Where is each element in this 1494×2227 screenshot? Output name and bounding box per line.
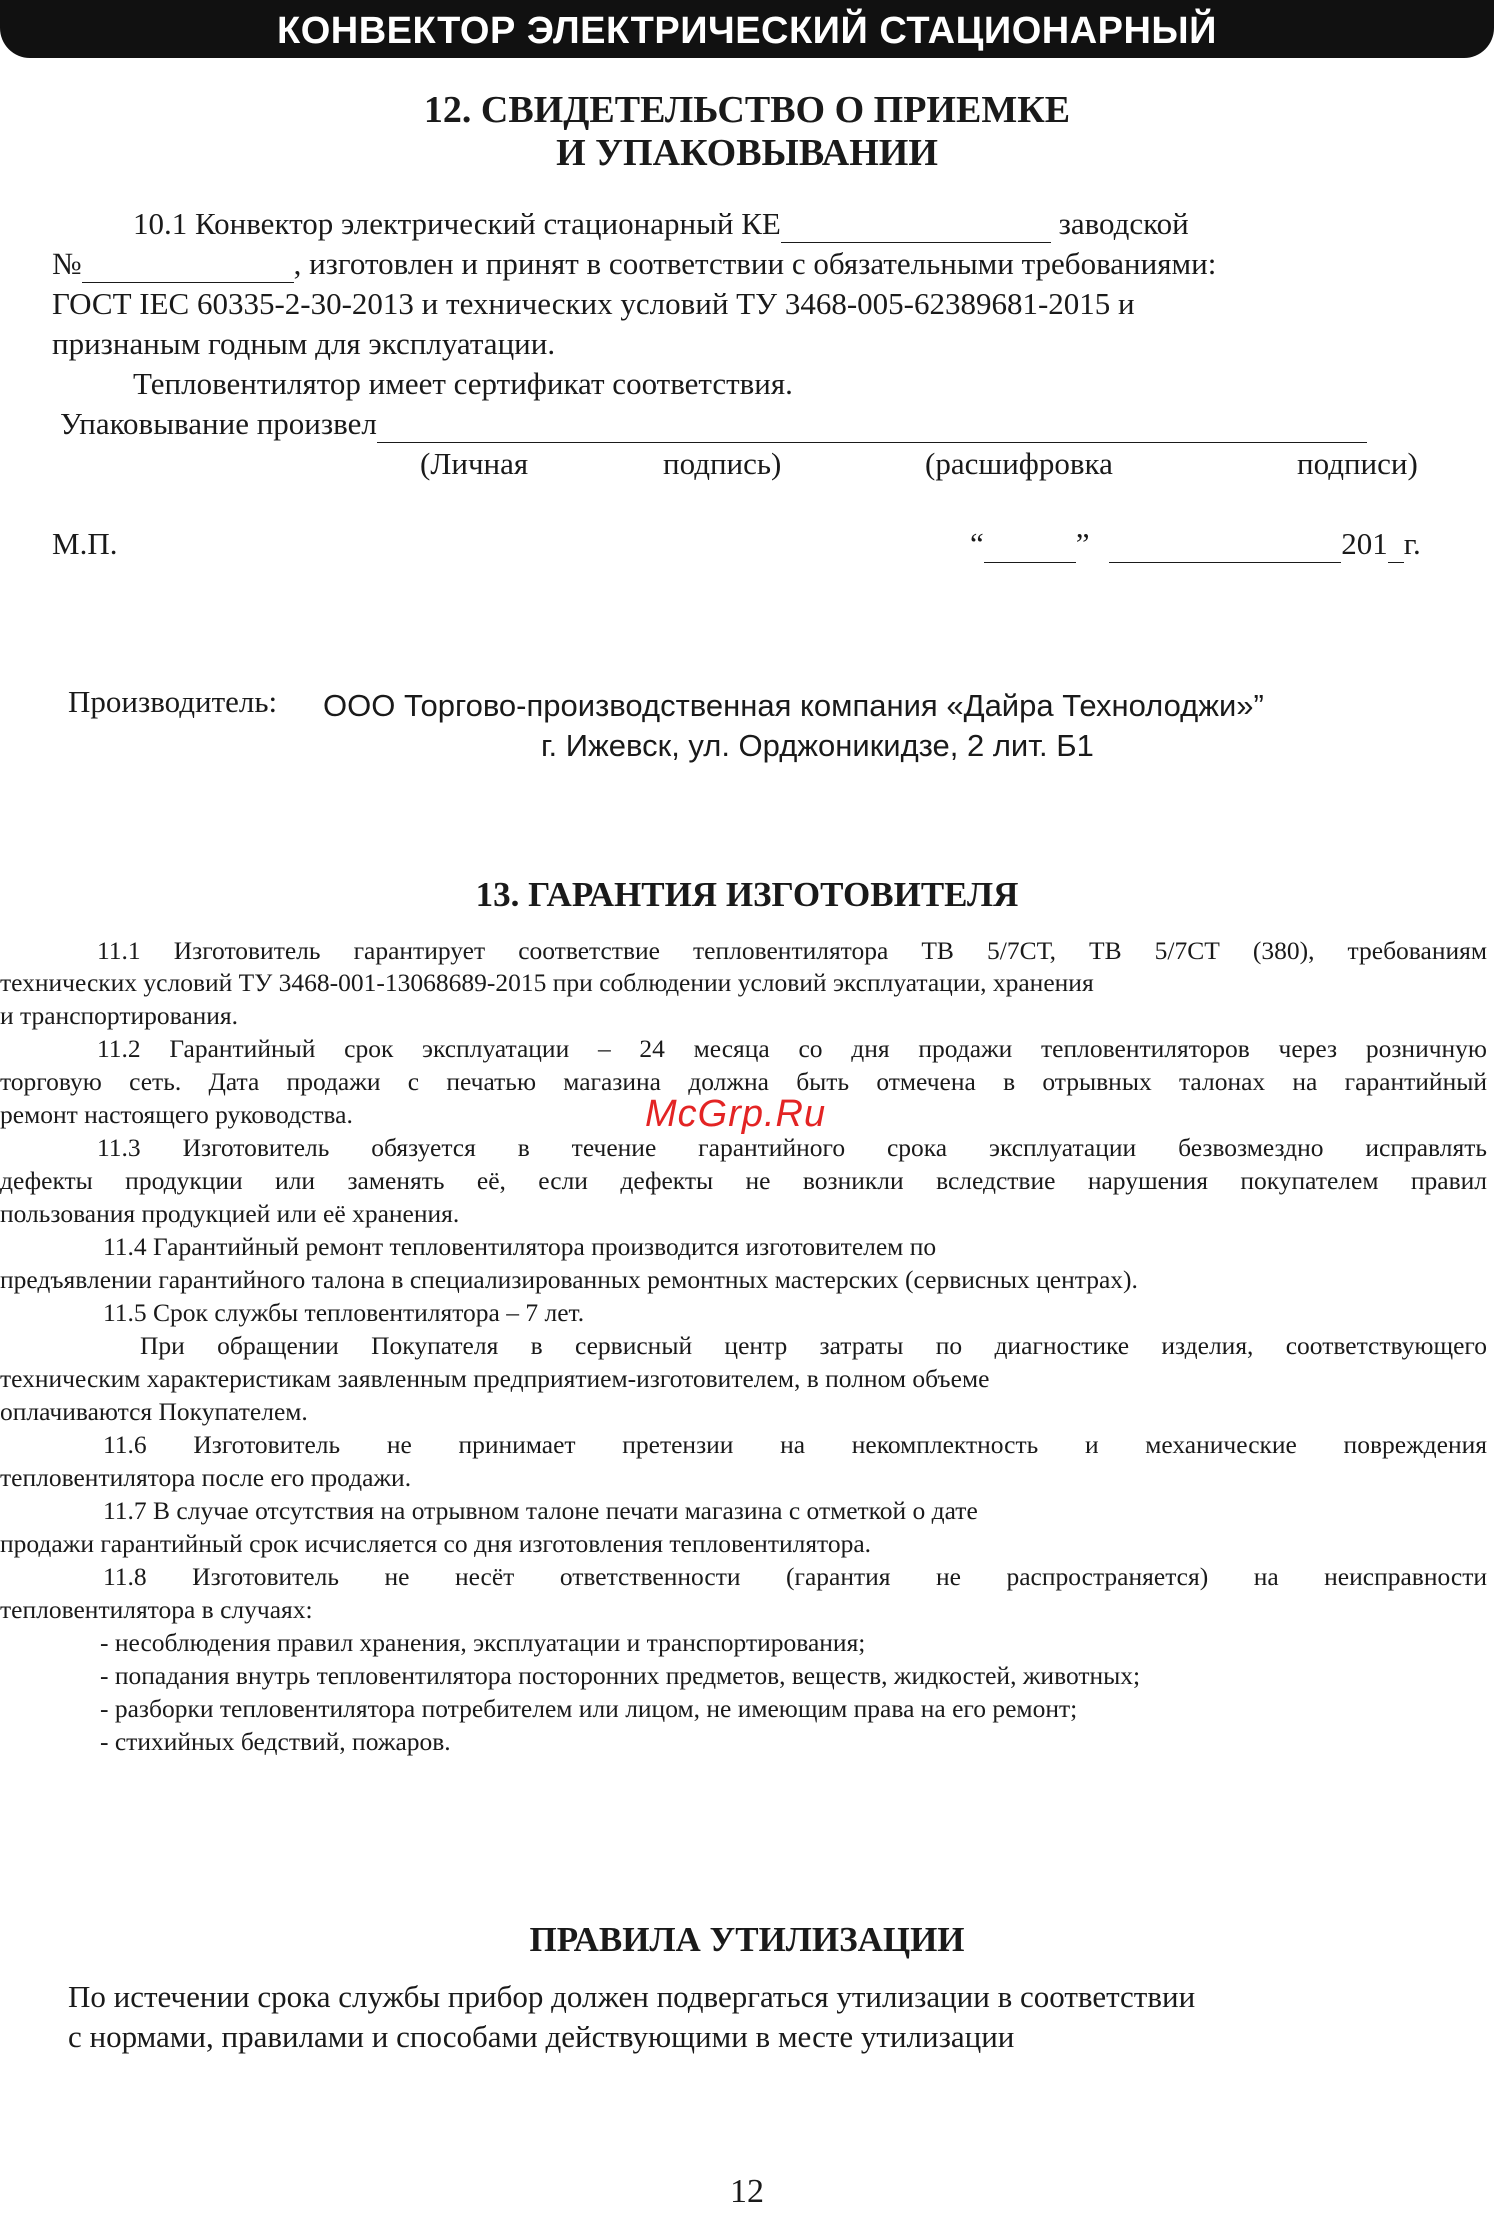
number-sign: № [52, 246, 82, 281]
date-open-quote: “ [970, 526, 984, 561]
producer-name: ООО Торгово-производственная компания «Дайра Технолоджи»” [323, 688, 1264, 723]
producer-address: г. Ижевск, ул. Орджоникидзе, 2 лит. Б1 [541, 728, 1094, 763]
producer-label: Производитель: [68, 684, 278, 719]
date-close-quote: ” [1075, 526, 1090, 561]
warranty-line: 11.8 Изготовитель не несёт ответственности (гарантия не распространяется) на неисправности [103, 1562, 1487, 1591]
date-row [970, 526, 1421, 563]
date-suffix: г. [1403, 526, 1421, 561]
warranty-line: торговую сеть. Дата продажи с печатью магазина должна быть отмечена в отрывных талонах на гарантийный [0, 1067, 1487, 1096]
section-12-title-line1: 12. СВИДЕТЕЛЬСТВО О ПРИЕМКЕ [423, 89, 1071, 131]
warranty-line: тепловентилятора в случаях: [0, 1595, 313, 1624]
date-month-blank [1109, 526, 1341, 563]
warranty-line: оплачиваются Покупателем. [0, 1397, 308, 1426]
warranty-line: дефекты продукции или заменять её, если дефекты не возникли вследствие нарушения покупателем правил [0, 1166, 1487, 1195]
warranty-line: 11.6 Изготовитель не принимает претензии на некомплектность и механические повреждения [103, 1430, 1487, 1459]
warranty-line: 11.4 Гарантийный ремонт тепловентилятора производится изготовителем по [103, 1232, 937, 1261]
warranty-line: При обращении Покупателя в сервисный центр затраты по диагностике изделия, соответствующего [140, 1331, 1487, 1360]
disposal-line-2: с нормами, правилами и способами действующими в месте утилизации [68, 2019, 1015, 2054]
stamp-label: М.П. [52, 526, 118, 561]
certificate-text: Тепловентилятор имеет сертификат соответствия. [133, 366, 793, 401]
serial-label: заводской [1058, 206, 1189, 241]
warranty-exclusion-item: - попадания внутрь тепловентилятора посторонних предметов, веществ, жидкостей, животных; [100, 1661, 1141, 1690]
model-blank-field [781, 206, 1051, 243]
warranty-line: и транспортирования. [0, 1001, 239, 1030]
packed-by-signature-line [377, 406, 1367, 443]
date-day-blank [984, 526, 1076, 563]
date-year-blank [1388, 526, 1404, 563]
date-year: 201 [1341, 526, 1388, 561]
warranty-line: 11.2 Гарантийный срок эксплуатации – 24 месяца со дня продажи тепловентиляторов через розничную [97, 1034, 1487, 1063]
warranty-line: 11.1 Изготовитель гарантирует соответствие тепловентилятора ТВ 5/7СТ, ТВ 5/7СТ (380), требованиям [97, 936, 1487, 965]
watermark-text: McGrp.Ru [645, 1093, 827, 1135]
document-header-title: КОНВЕКТОР ЭЛЕКТРИЧЕСКИЙ СТАЦИОНАРНЫЙ [277, 10, 1217, 52]
warranty-line: ремонт настоящего руководства. [0, 1100, 353, 1129]
section-12-title-line2: И УПАКОВЫВАНИИ [556, 132, 938, 174]
warranty-exclusion-item: - несоблюдения правил хранения, эксплуатации и транспортирования; [100, 1628, 866, 1657]
warranty-line: техническим характеристикам заявленным предприятием-изготовителем, в полном объеме [0, 1364, 990, 1393]
acceptance-line-2 [52, 246, 1216, 283]
warranty-line: предъявлении гарантийного талона в специализированных ремонтных мастерских (сервисных центрах). [0, 1265, 1138, 1294]
warranty-line: 11.3 Изготовитель обязуется в течение гарантийного срока эксплуатации безвозмездно исправлять [97, 1133, 1487, 1162]
page-number: 12 [730, 2173, 764, 2210]
acceptance-line-4: признаным годным для эксплуатации. [52, 326, 556, 361]
warranty-line: продажи гарантийный срок исчисляется со дня изготовления тепловентилятора. [0, 1529, 872, 1558]
sig-personal: (Личная [420, 446, 529, 481]
warranty-line: тепловентилятора после его продажи. [0, 1463, 412, 1492]
convector-model-label: 10.1 Конвектор электрический стационарный КЕ [133, 206, 781, 241]
sig-signature: подпись) [663, 446, 782, 481]
warranty-line: технических условий ТУ 3468-001-13068689-2015 при соблюдении условий эксплуатации, хранения [0, 968, 1094, 997]
acceptance-line-3: ГОСТ IEC 60335-2-30-2013 и технических условий ТУ 3468-005-62389681-2015 и [52, 286, 1135, 321]
warranty-line: пользования продукцией или её хранения. [0, 1199, 460, 1228]
packed-by-row [60, 406, 1367, 443]
acceptance-line-1 [133, 206, 1189, 243]
warranty-line: 11.7 В случае отсутствия на отрывном талоне печати магазина с отметкой о дате [103, 1496, 978, 1525]
serial-blank-field [82, 246, 294, 283]
disposal-line-1: По истечении срока службы прибор должен подвергаться утилизации в соответствии [68, 1979, 1196, 2014]
warranty-exclusion-item: - разборки тепловентилятора потребителем или лицом, не имеющим права на его ремонт; [100, 1694, 1078, 1723]
sig-decode: (расшифровка [925, 446, 1113, 481]
packed-by-label: Упаковывание произвел [60, 406, 377, 441]
acceptance-text: , изготовлен и принят в соответствии с обязательными требованиями: [293, 246, 1217, 281]
warranty-line: 11.5 Срок службы тепловентилятора – 7 лет. [103, 1298, 585, 1327]
sig-sign2: подписи) [1297, 446, 1418, 481]
disposal-title: ПРАВИЛА УТИЛИЗАЦИИ [529, 1920, 965, 1959]
section-13-title: 13. ГАРАНТИЯ ИЗГОТОВИТЕЛЯ [475, 875, 1019, 914]
warranty-exclusion-item: - стихийных бедствий, пожаров. [100, 1727, 451, 1756]
